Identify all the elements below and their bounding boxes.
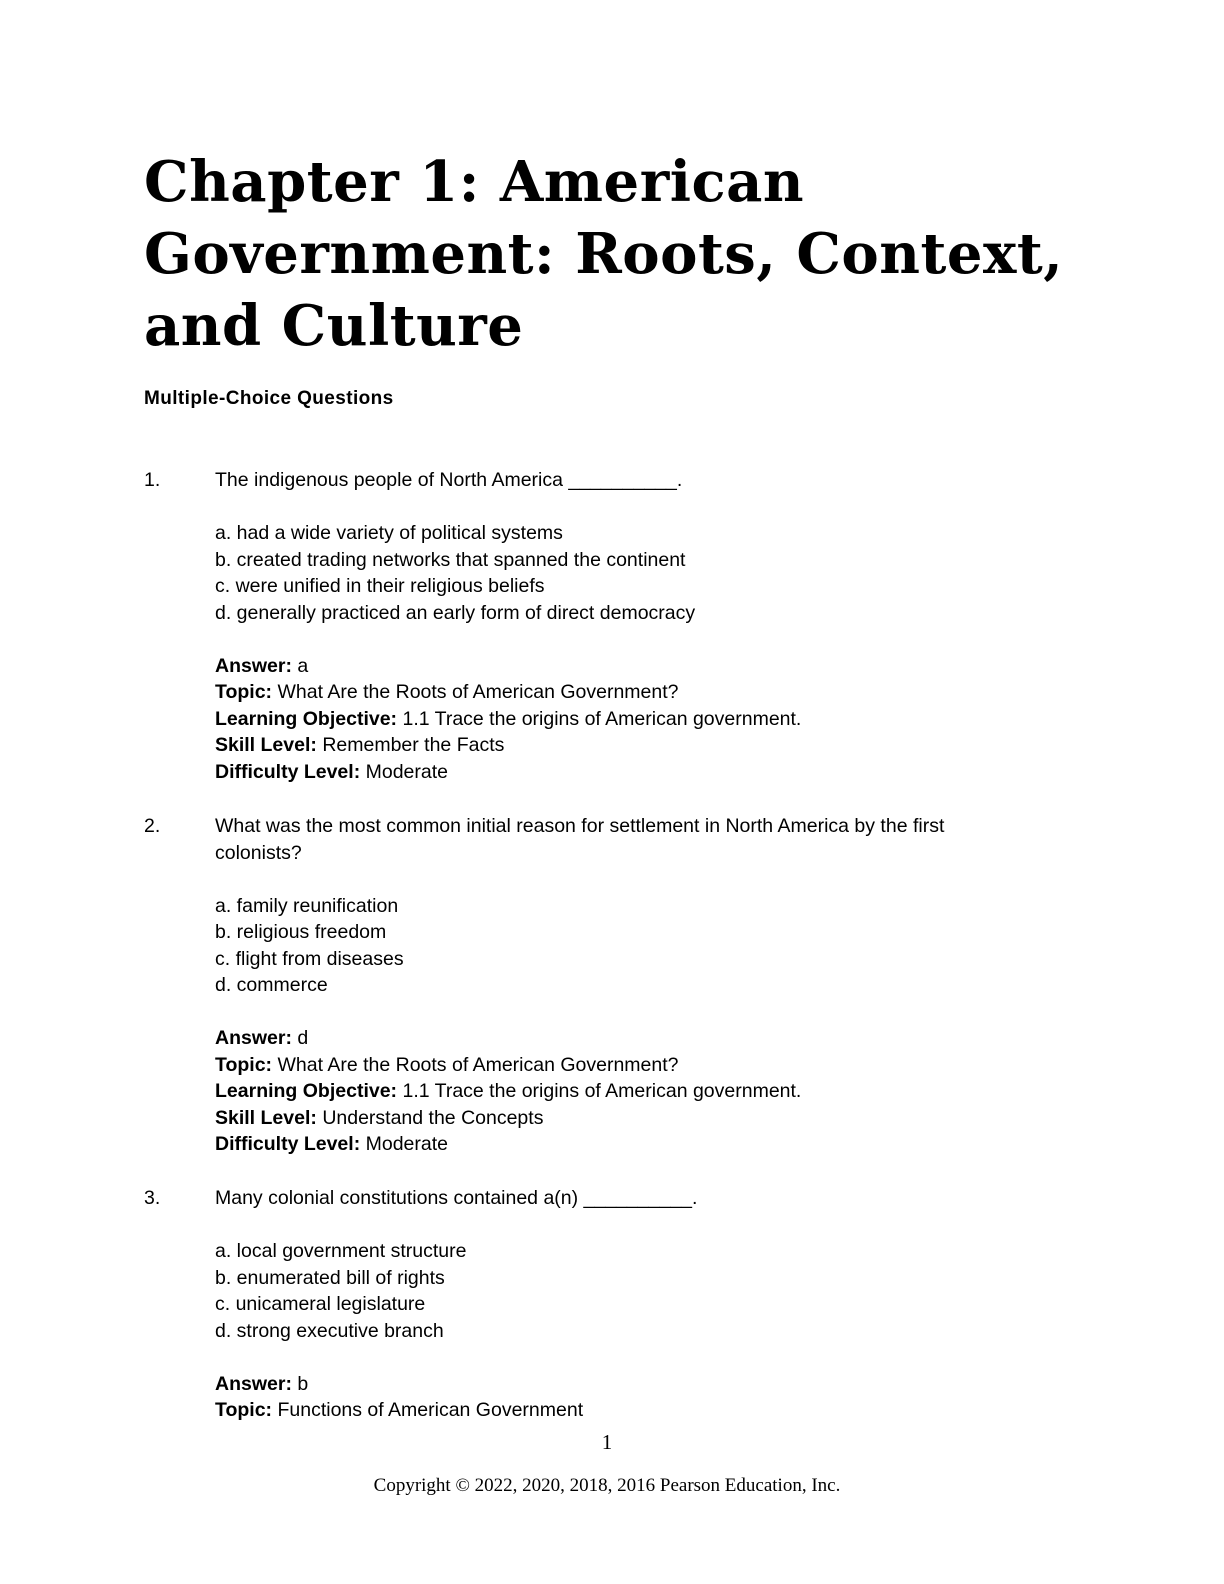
choice-item: a. family reunification [215,894,399,917]
answer-row [215,653,1064,680]
question-2 [144,813,1064,1158]
choice-item: b. religious freedom [215,921,387,943]
chapter-title-line: and Culture [144,293,524,359]
topic-value: What Are the Roots of American Government? [277,681,679,703]
topic-value: What Are the Roots of American Government? [277,1053,679,1076]
choice-item: c. were unified in their religious beliefs [215,575,545,597]
question-1 [144,467,1064,785]
answer-value: b [297,1372,309,1395]
question-number: 2. [144,815,161,837]
choice-list [215,1238,1064,1344]
skill-level-row [215,732,1064,759]
topic-label: Topic: [215,1053,273,1076]
difficulty-level-label: Difficulty Level: [215,1133,361,1155]
skill-level-label: Skill Level: [215,734,317,756]
chapter-title [144,146,1104,362]
skill-level-label: Skill Level: [215,1106,317,1129]
answer-row [215,1025,1064,1052]
question-body [215,467,1064,785]
question-metadata [215,1371,1064,1424]
page-number: 1 [601,1430,613,1454]
chapter-title-line: Government: Roots, Context, [144,221,1064,287]
question-text: What was the most common initial reason for settlement in North America by the first colonists? [215,815,945,864]
learning-objective-row [215,1078,1064,1105]
topic-label: Topic: [215,681,273,703]
choice-item: c. flight from diseases [215,947,404,970]
learning-objective-value: 1.1 Trace the origins of American government. [402,1080,802,1102]
question-number: 3. [144,1187,161,1209]
answer-label: Answer: [215,1027,292,1049]
learning-objective-value: 1.1 Trace the origins of American government. [402,707,802,730]
chapter-title-line: Chapter 1: American [144,149,805,215]
answer-label: Answer: [215,1372,292,1395]
choice-item: a. had a wide variety of political systems [215,522,563,544]
question-number: 1. [144,469,161,491]
choice-item: d. strong executive branch [215,1319,444,1342]
choice-item: b. created trading networks that spanned the continent [215,548,686,571]
question-body [215,1185,1064,1424]
difficulty-level-label: Difficulty Level: [215,760,361,783]
question-text: The indigenous people of North America __________. [215,469,683,491]
skill-level-value: Understand the Concepts [322,1106,544,1129]
topic-value: Functions of American Government [277,1399,584,1421]
question-body [215,813,1064,1158]
choice-list [215,520,1064,626]
answer-row [215,1371,1064,1398]
answer-value: d [297,1027,309,1049]
skill-level-row [215,1105,1064,1132]
section-heading: Multiple-Choice Questions [144,388,394,409]
question-text: Many colonial constitutions contained a(n) __________. [215,1187,698,1209]
learning-objective-label: Learning Objective: [215,707,398,730]
choice-list [215,893,1064,999]
question-metadata [215,1025,1064,1158]
difficulty-level-value: Moderate [365,1133,449,1155]
difficulty-level-row [215,1131,1064,1158]
question-3 [144,1185,1064,1424]
question-metadata [215,653,1064,786]
choice-item: b. enumerated bill of rights [215,1266,445,1289]
topic-row [215,679,1064,706]
choice-item: d. generally practiced an early form of direct democracy [215,601,696,624]
difficulty-level-value: Moderate [365,760,449,783]
topic-row [215,1397,1064,1424]
copyright-notice: Copyright © 2022, 2020, 2018, 2016 Pearson Education, Inc. [373,1475,841,1496]
choice-item: d. commerce [215,974,328,996]
topic-row [215,1052,1064,1079]
skill-level-value: Remember the Facts [322,734,505,756]
topic-label: Topic: [215,1399,273,1421]
answer-label: Answer: [215,654,292,677]
learning-objective-row [215,706,1064,733]
difficulty-level-row [215,759,1064,786]
answer-value: a [297,654,309,677]
learning-objective-label: Learning Objective: [215,1080,398,1102]
choice-item: a. local government structure [215,1240,467,1262]
choice-item: c. unicameral legislature [215,1293,426,1315]
